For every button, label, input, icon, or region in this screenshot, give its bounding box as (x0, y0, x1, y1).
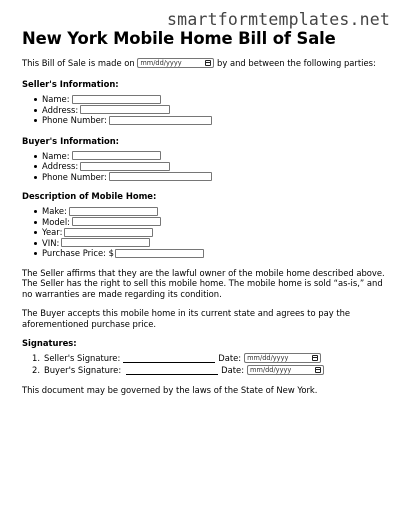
buyer-signature-line[interactable] (126, 366, 218, 375)
home-price-item (22, 248, 394, 259)
buyer-phone-label: Phone Number: (42, 171, 107, 182)
home-price-field[interactable] (115, 249, 204, 258)
acceptance-paragraph: The Buyer accepts this mobile home in its current state and agrees to pay the aforementioned purchase price. (22, 308, 351, 329)
buyer-address-label: Address: (42, 161, 79, 171)
signatures-heading: Signatures: (22, 338, 77, 348)
seller-phone-field[interactable] (109, 116, 212, 125)
home-vin-label: VIN: (42, 237, 60, 248)
buyer-address-item (22, 161, 394, 172)
calendar-icon[interactable] (205, 60, 211, 66)
buyer-date-label: Date: (221, 364, 245, 375)
signatures-section (22, 338, 394, 376)
buyer-address-field[interactable] (80, 162, 170, 171)
seller-date-label: Date: (218, 352, 242, 363)
page-title: New York Mobile Home Bill of Sale (22, 29, 336, 48)
intro-before: This Bill of Sale is made on (22, 58, 138, 68)
seller-phone-item (22, 115, 394, 126)
home-model-field[interactable] (72, 217, 161, 226)
sale-date-placeholder: mm/dd/yyyy (140, 59, 182, 67)
document (22, 29, 394, 396)
home-price-label: Purchase Price: $ (42, 248, 114, 258)
home-year-label: Year: (42, 227, 63, 237)
seller-signature-number: 1. (32, 352, 40, 363)
buyer-signature-number: 2. (32, 364, 40, 375)
home-make-item (22, 206, 394, 217)
buyer-signature-label: Buyer's Signature: (44, 364, 122, 375)
buyer-section (22, 136, 394, 183)
home-vin-item (22, 238, 394, 249)
home-year-field[interactable] (64, 228, 153, 237)
governing-law-statement: This document may be governed by the laws of the State of New York. (22, 385, 318, 395)
buyer-phone-field[interactable] (109, 172, 212, 181)
home-make-field[interactable] (69, 207, 158, 216)
seller-signature-line[interactable] (123, 354, 215, 363)
buyer-phone-item (22, 172, 394, 183)
seller-heading: Seller's Information: (22, 79, 119, 89)
calendar-icon[interactable] (315, 367, 321, 373)
buyer-heading: Buyer's Information: (22, 135, 120, 146)
home-section (22, 191, 394, 259)
home-model-item (22, 217, 394, 228)
home-make-label: Make: (42, 206, 67, 216)
intro-line (22, 58, 394, 68)
buyer-date-input[interactable] (247, 365, 324, 375)
seller-name-item (22, 94, 394, 105)
home-vin-field[interactable] (61, 238, 150, 247)
buyer-signature-item (22, 364, 394, 376)
seller-address-field[interactable] (80, 105, 170, 114)
seller-name-label: Name: (42, 94, 70, 104)
home-year-item (22, 227, 394, 238)
seller-phone-label: Phone Number: (42, 115, 107, 125)
seller-signature-label: Seller's Signature: (44, 352, 121, 363)
seller-address-item (22, 105, 394, 116)
intro-after: by and between the following parties: (214, 58, 376, 68)
home-model-label: Model: (42, 216, 70, 227)
seller-date-input[interactable] (244, 353, 321, 363)
buyer-date-placeholder: mm/dd/yyyy (250, 365, 292, 374)
buyer-name-item (22, 151, 394, 162)
sale-date-input[interactable] (137, 58, 214, 68)
affirmation-paragraph: The Seller affirms that they are the lawful owner of the mobile home described above. The Seller has the right to sell this mobile home. The mobile home is sold “as-is,” and no warranties are made regarding its condition. (22, 267, 385, 299)
buyer-name-field[interactable] (72, 151, 161, 160)
seller-address-label: Address: (42, 104, 79, 115)
watermark: smartformtemplates.net (167, 10, 390, 29)
seller-date-placeholder: mm/dd/yyyy (247, 353, 289, 362)
home-heading: Description of Mobile Home: (22, 191, 157, 201)
seller-section (22, 79, 394, 126)
calendar-icon[interactable] (312, 355, 318, 361)
seller-signature-item (22, 352, 394, 364)
buyer-name-label: Name: (42, 150, 70, 161)
seller-name-field[interactable] (72, 95, 161, 104)
